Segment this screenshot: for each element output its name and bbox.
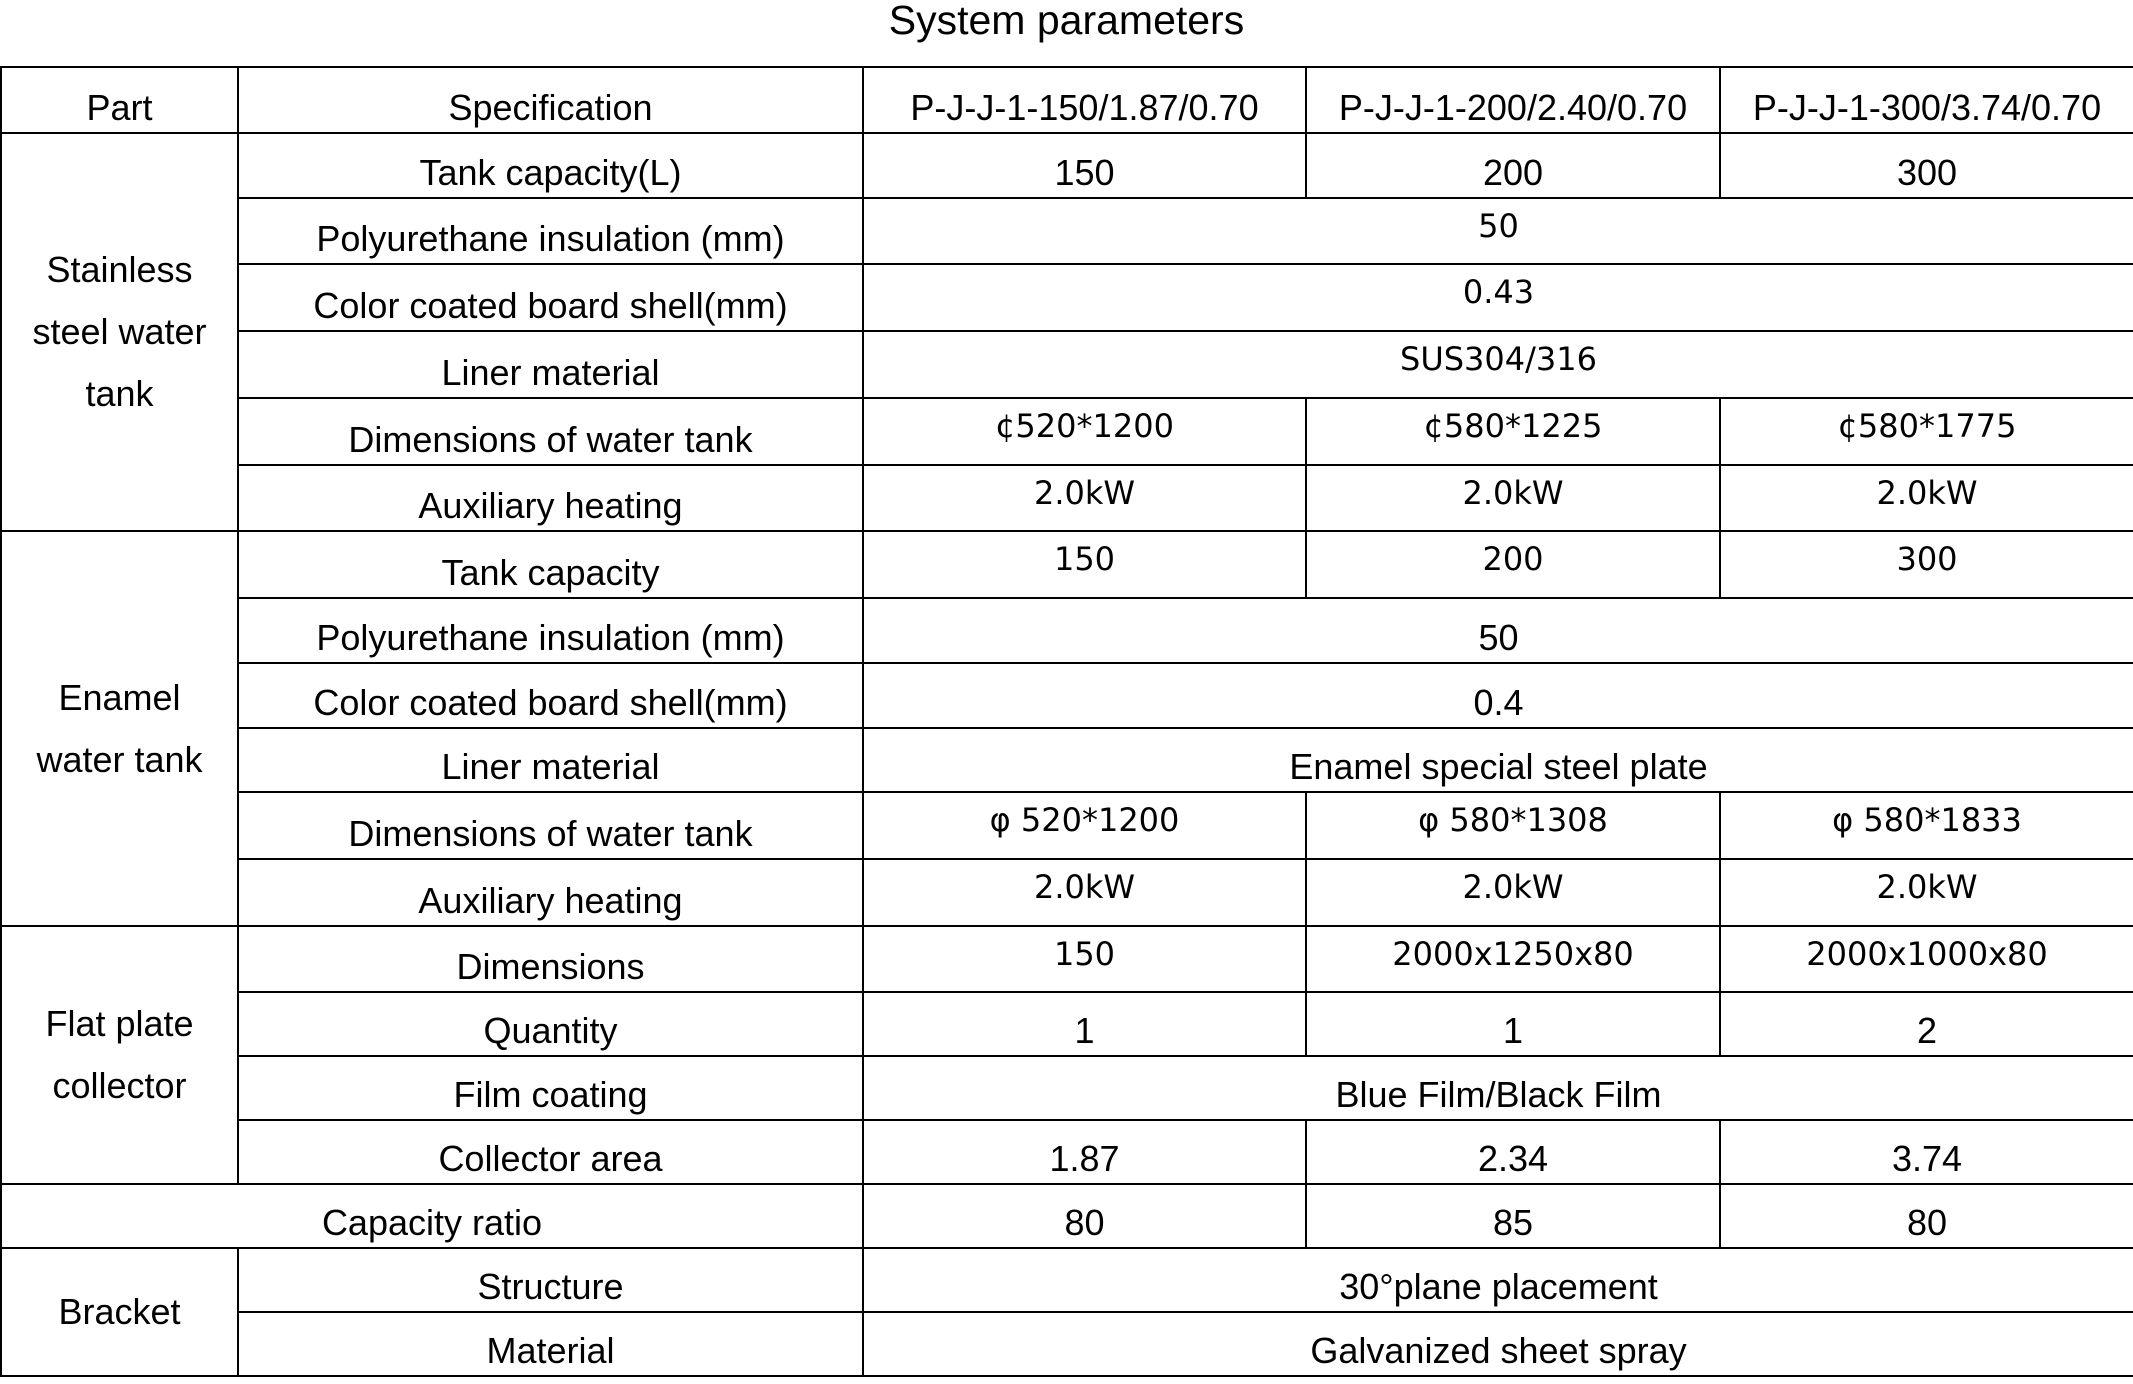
value-cell: ¢520*1200	[863, 398, 1306, 465]
value-cell: 200	[1306, 133, 1720, 198]
value-cell: 1	[863, 992, 1306, 1056]
value-cell: 2.0kW	[1720, 465, 2133, 531]
spec-label: Liner material	[238, 728, 863, 792]
value-cell: 150	[863, 531, 1306, 598]
value-cell: Blue Film/Black Film	[863, 1056, 2133, 1120]
part-enamel-water-tank: Enamel water tank	[1, 531, 238, 926]
table-row	[1, 264, 2133, 331]
value-cell: 200	[1306, 531, 1720, 598]
table-row	[1, 728, 2133, 792]
value-cell: 150	[863, 926, 1306, 992]
spec-label: Liner material	[238, 331, 863, 398]
value-cell: 30°plane placement	[863, 1248, 2133, 1312]
spec-label: Quantity	[238, 992, 863, 1056]
header-model: P-J-J-1-150/1.87/0.70	[863, 67, 1306, 133]
spec-label: Dimensions of water tank	[238, 398, 863, 465]
table-row	[1, 792, 2133, 859]
value-cell: 80	[1720, 1184, 2133, 1248]
spec-label: Dimensions	[238, 926, 863, 992]
table-row	[1, 663, 2133, 728]
spec-label: Polyurethane insulation (mm)	[238, 198, 863, 264]
value-cell: SUS304/316	[863, 331, 2133, 398]
spec-label: Dimensions of water tank	[238, 792, 863, 859]
table-row	[1, 198, 2133, 264]
table-row	[1, 1120, 2133, 1184]
value-cell: 80	[863, 1184, 1306, 1248]
spec-label: Tank capacity	[238, 531, 863, 598]
value-cell: 2.0kW	[863, 465, 1306, 531]
value-cell: Galvanized sheet spray	[863, 1312, 2133, 1376]
table-row	[1, 926, 2133, 992]
table-row	[1, 1184, 2133, 1248]
table-row	[1, 465, 2133, 531]
value-cell: 2000x1000x80	[1720, 926, 2133, 992]
capacity-ratio-label: Capacity ratio	[1, 1184, 863, 1248]
value-cell: 1.87	[863, 1120, 1306, 1184]
spec-label: Tank capacity(L)	[238, 133, 863, 198]
part-flat-plate-collector: Flat plate collector	[1, 926, 238, 1184]
value-cell: 2.0kW	[1306, 465, 1720, 531]
value-cell: 85	[1306, 1184, 1720, 1248]
value-cell: 2.0kW	[863, 859, 1306, 926]
part-stainless-steel-water-tank: Stainless steel water tank	[1, 133, 238, 531]
header-specification: Specification	[238, 67, 863, 133]
value-cell: Enamel special steel plate	[863, 728, 2133, 792]
value-cell: φ 580*1308	[1306, 792, 1720, 859]
value-cell: 300	[1720, 531, 2133, 598]
table-row	[1, 1056, 2133, 1120]
spec-label: Color coated board shell(mm)	[238, 264, 863, 331]
spec-label: Collector area	[238, 1120, 863, 1184]
value-cell: 1	[1306, 992, 1720, 1056]
value-cell: 3.74	[1720, 1120, 2133, 1184]
page-title: System parameters	[888, 0, 1245, 43]
value-cell: 2.0kW	[1720, 859, 2133, 926]
value-cell: 2000x1250x80	[1306, 926, 1720, 992]
table-row	[1, 1248, 2133, 1312]
spec-label: Material	[238, 1312, 863, 1376]
value-cell: 0.43	[863, 264, 2133, 331]
value-cell: 50	[863, 598, 2133, 663]
value-cell: 2.34	[1306, 1120, 1720, 1184]
header-model: P-J-J-1-300/3.74/0.70	[1720, 67, 2133, 133]
header-model: P-J-J-1-200/2.40/0.70	[1306, 67, 1720, 133]
value-cell: 300	[1720, 133, 2133, 198]
header-row	[1, 67, 2133, 133]
table-row	[1, 1312, 2133, 1376]
spec-label: Auxiliary heating	[238, 859, 863, 926]
spec-label: Polyurethane insulation (mm)	[238, 598, 863, 663]
value-cell: 2	[1720, 992, 2133, 1056]
table-row	[1, 331, 2133, 398]
table-row	[1, 133, 2133, 198]
table-row	[1, 598, 2133, 663]
table-row	[1, 398, 2133, 465]
value-cell: φ 520*1200	[863, 792, 1306, 859]
value-cell: φ 580*1833	[1720, 792, 2133, 859]
table-row	[1, 531, 2133, 598]
value-cell: ¢580*1775	[1720, 398, 2133, 465]
spec-label: Structure	[238, 1248, 863, 1312]
table-row	[1, 859, 2133, 926]
header-part: Part	[1, 67, 238, 133]
spec-label: Film coating	[238, 1056, 863, 1120]
system-parameters-table	[0, 66, 2133, 1377]
spec-label: Auxiliary heating	[238, 465, 863, 531]
spec-label: Color coated board shell(mm)	[238, 663, 863, 728]
value-cell: 2.0kW	[1306, 859, 1720, 926]
part-bracket: Bracket	[1, 1248, 238, 1376]
value-cell: 150	[863, 133, 1306, 198]
value-cell: 50	[863, 198, 2133, 264]
table-row	[1, 992, 2133, 1056]
value-cell: 0.4	[863, 663, 2133, 728]
value-cell: ¢580*1225	[1306, 398, 1720, 465]
